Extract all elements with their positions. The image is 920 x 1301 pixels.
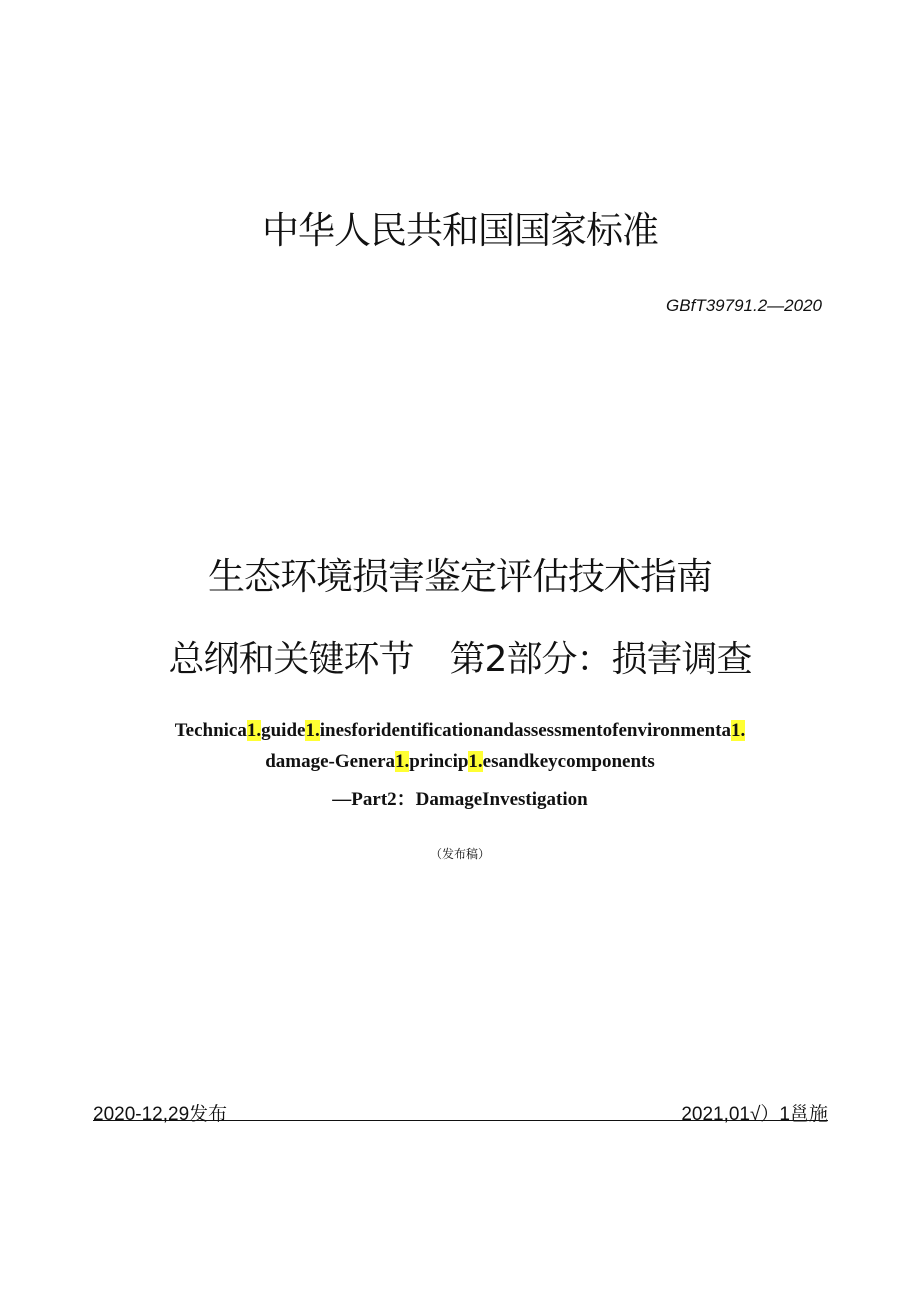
english-title-segment: esandkeycomponents (482, 751, 655, 772)
highlighted-segment: 1. (468, 751, 483, 772)
issue-date: 2020-12,29发布 (93, 1104, 228, 1125)
chinese-title-line-2-part-a: 总纲和关键环节 (168, 639, 414, 680)
chinese-title-line-2 (0, 631, 920, 682)
english-title-line-3: —Part2：DamageInvestigation (332, 789, 588, 810)
standard-code: GBfT39791.2—2020 (666, 296, 822, 315)
national-standard-title: 中华人民共和国国家标准 (262, 209, 658, 252)
english-title-segment: inesforidentificationandassessmentofenvironmenta (319, 720, 732, 741)
implementation-date: 2021,01√）1邕施 (681, 1104, 828, 1125)
english-title-line-1 (0, 720, 920, 742)
draft-label: （发布稿） (429, 847, 490, 861)
english-title-segment: damage-Genera (265, 751, 396, 772)
english-title-segment: guide (261, 720, 306, 741)
english-title-segment: Technica (174, 720, 247, 741)
highlighted-segment: 1. (395, 751, 410, 772)
highlighted-segment: 1. (246, 720, 262, 741)
highlighted-segment: 1. (305, 720, 320, 741)
english-title-segment: princip (409, 751, 469, 772)
english-title-line-2 (0, 751, 920, 773)
chinese-title-line-1: 生态环境损害鉴定评估技术指南 (208, 555, 712, 598)
chinese-title-line-2-part-b: 第2部分：损害调查 (449, 639, 752, 680)
highlighted-segment: 1. (731, 720, 746, 741)
